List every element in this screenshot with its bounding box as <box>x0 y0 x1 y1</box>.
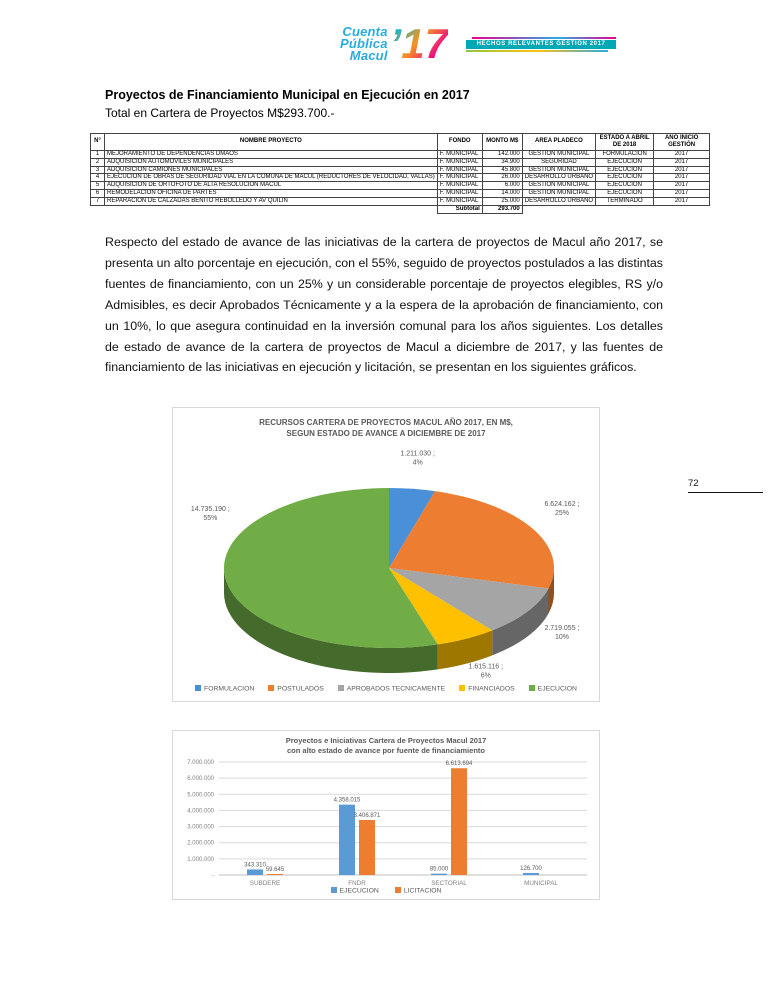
bar-licitacion-subdere <box>267 874 283 875</box>
table-cell: ADQUISICIÓN DE ORTOFOTO DE ALTA RESOLUCIÓN MACUL <box>105 182 438 190</box>
page-number <box>688 478 763 493</box>
table-cell: ADQUISICIÓN CAMIONES MUNICIPALES <box>105 166 438 174</box>
table-cell: 34.900 <box>482 158 522 166</box>
bar-data-label: 126.700 <box>520 865 542 872</box>
legend-item: FINANCIADOS <box>459 685 514 693</box>
bar-chart-plot <box>173 755 599 887</box>
table-header-col2: FONDO <box>437 134 482 151</box>
legend-item: EJECUCION <box>331 887 379 895</box>
section-subtitle: Total en Cartera de Proyectos M$293.700.- <box>105 106 335 120</box>
x-axis-category-label: SECTORIAL <box>431 880 467 887</box>
y-axis-tick-label: - <box>212 873 214 879</box>
table-cell: GESTIÓN MUNICIPAL <box>522 182 595 190</box>
table-cell: 6 <box>91 190 105 198</box>
table-row <box>91 174 710 182</box>
table-row <box>91 190 710 198</box>
bar-chart-title <box>173 736 599 756</box>
pie-data-label: 14.735.190 ; <box>190 506 230 514</box>
table-cell: EJECUCIÓN <box>596 166 654 174</box>
table-cell: 45.800 <box>482 166 522 174</box>
y-axis-tick-label: 3.000.000 <box>187 824 214 831</box>
pie-chart-legend <box>173 685 599 693</box>
table-cell: EJECUCIÓN <box>596 174 654 182</box>
pie-data-label: 1.615.116 ; <box>468 663 504 671</box>
logo-year-17: ’17 <box>389 20 449 67</box>
table-header-col1: NOMBRE PROYECTO <box>105 134 438 151</box>
table-cell: F. MUNICIPAL <box>437 190 482 198</box>
table-subtotal-row <box>91 206 710 214</box>
legend-swatch-icon <box>529 685 535 691</box>
table-cell: 2017 <box>654 174 710 182</box>
projects-table <box>90 133 710 214</box>
legend-item: LICITACION <box>395 887 442 895</box>
table-cell: F. MUNICIPAL <box>437 174 482 182</box>
logo-line-1: Cuenta <box>342 24 388 39</box>
bar-ejecucion-sectorial <box>431 874 447 875</box>
table-cell: DESARROLLO URBANO <box>522 174 595 182</box>
table-cell: 2017 <box>654 198 710 206</box>
logo-line-3: Macul <box>349 48 388 63</box>
bar-title-line2: con alto estado de avance por fuente de financiamiento <box>287 746 485 755</box>
table-cell: ADQUISICIÓN AUTOMÓVILES MUNICIPALES <box>105 158 438 166</box>
table-cell: 2017 <box>654 158 710 166</box>
bar-licitacion-fndr <box>359 820 375 875</box>
table-cell: EJECUCIÓN <box>596 182 654 190</box>
pie-chart-plot <box>173 450 599 678</box>
pie-data-label-pct: 4% <box>412 459 423 467</box>
legend-item: FORMULACION <box>195 685 254 693</box>
table-row <box>91 198 710 206</box>
logo-wordmark <box>340 26 388 62</box>
bar-ejecucion-fndr <box>339 805 355 875</box>
legend-swatch-icon <box>395 887 401 893</box>
table-cell: 4 <box>91 174 105 182</box>
legend-swatch-icon <box>338 685 344 691</box>
body-paragraph: Respecto del estado de avance de las iniciativas de la cartera de proyectos de Macul año 2017, se presenta un alto porcentaje en ejecución, con el 55%, seguido de proyectos postulados a las distintas fuentes de financiamiento, con un 25% y un considerable porcentaje de proyectos elegibles, RS y/o Admisibles, es decir Aprobados Técnicamente y a la espera de la aprobación de financiamiento, con un 10%, lo que asegura continuidad en la inversión comunal para los años siguientes. Los detalles de estado de avance de la cartera de proyectos de Macul a diciembre de 2017, y las fuentes de financiamiento de las iniciativas en ejecución y licitación, se presentan en los siguientes gráficos. <box>105 235 663 375</box>
table-cell: EJECUCIÓN DE OBRAS DE SEGURIDAD VIAL EN LA COMUNA DE MACUL (REDUCTORES DE VELOCIDAD, VALLAS) <box>105 174 438 182</box>
table-cell: F. MUNICIPAL <box>437 158 482 166</box>
bar-data-label: 6.613.694 <box>445 761 473 768</box>
table-cell: REPARACIÓN DE CALZADAS BENITO REBOLLEDO Y AV QUILIN <box>105 198 438 206</box>
bar-data-label: 3.406.871 <box>353 813 381 820</box>
pie-chart-box <box>172 407 600 702</box>
table-cell: TERMINADO <box>596 198 654 206</box>
bar-chart-box <box>172 730 600 900</box>
banner-stripe-top-icon <box>472 37 616 39</box>
table-row <box>91 150 710 158</box>
table-row <box>91 158 710 166</box>
pie-data-label-pct: 6% <box>480 672 491 678</box>
table-cell: 2017 <box>654 182 710 190</box>
bar-data-label: 4.358.015 <box>333 797 361 804</box>
bar-data-label: 85.000 <box>429 866 449 873</box>
bar-title-line1: Proyectos e Iniciativas Cartera de Proyectos Macul 2017 <box>285 736 487 745</box>
table-header-col3: MONTO M$ <box>482 134 522 151</box>
x-axis-category-label: MUNICIPAL <box>524 880 558 887</box>
banner-stripe-bottom-icon <box>466 50 608 52</box>
table-cell: 26.000 <box>482 174 522 182</box>
pie-data-label-pct: 55% <box>203 515 218 523</box>
subtotal-label: Subtotal <box>437 206 482 214</box>
pie-data-label: 2.719.055 ; <box>544 624 580 632</box>
table-cell: 5 <box>91 182 105 190</box>
legend-swatch-icon <box>268 685 274 691</box>
header-logo <box>340 18 670 70</box>
table-cell: REMODELACIÓN OFICINA DE PARTES <box>105 190 438 198</box>
section-title: Proyectos de Financiamiento Municipal en Ejecución en 2017 <box>105 88 470 102</box>
table-cell: MEJORAMIENTO DE DEPENDENCIAS DMAOS <box>105 150 438 158</box>
table-cell: FORMULACIÓN <box>596 150 654 158</box>
pie-data-label: 6.624.162 ; <box>544 501 580 509</box>
legend-swatch-icon <box>195 685 201 691</box>
x-axis-category-label: FNDR <box>348 880 366 887</box>
legend-item: APROBADOS TECNICAMENTE <box>338 685 445 693</box>
bar-data-label: 343.310 <box>244 862 266 869</box>
legend-swatch-icon <box>459 685 465 691</box>
table-cell: EJECUCIÓN <box>596 158 654 166</box>
table-cell: 3 <box>91 166 105 174</box>
table-cell: 2017 <box>654 150 710 158</box>
pie-title-line1: RECURSOS CARTERA DE PROYECTOS MACUL AÑO 2017, EN M$, <box>259 418 513 427</box>
y-axis-tick-label: 7.000.000 <box>187 760 214 766</box>
logo-line-2: Pública <box>340 36 388 51</box>
table-cell: 6.000 <box>482 182 522 190</box>
table-cell: 7 <box>91 198 105 206</box>
table-cell: GESTIÓN MUNICIPAL <box>522 150 595 158</box>
table-cell: GESTIÓN MUNICIPAL <box>522 190 595 198</box>
legend-swatch-icon <box>331 887 337 893</box>
bar-ejecucion-subdere <box>247 869 263 875</box>
pie-data-label-pct: 25% <box>554 510 569 518</box>
legend-item: EJECUCION <box>529 685 577 693</box>
y-axis-tick-label: 5.000.000 <box>187 792 214 799</box>
table-row <box>91 166 710 174</box>
table-cell: F. MUNICIPAL <box>437 166 482 174</box>
table-header-col0: N° <box>91 134 105 151</box>
pie-data-label-pct: 10% <box>554 633 569 641</box>
subtotal-value: 293.700 <box>482 206 522 214</box>
pie-title-line2: SEGUN ESTADO DE AVANCE A DICIEMBRE DE 2017 <box>286 429 486 438</box>
table-cell: 14.000 <box>482 190 522 198</box>
y-axis-tick-label: 6.000.000 <box>187 776 214 783</box>
pie-chart-title <box>173 417 599 439</box>
table-header-col4: AREA PLADECO <box>522 134 595 151</box>
x-axis-category-label: SUBDERE <box>249 880 281 887</box>
table-cell: 142.000 <box>482 150 522 158</box>
table-cell: 2 <box>91 158 105 166</box>
y-axis-tick-label: 2.000.000 <box>187 840 214 847</box>
bar-licitacion-sectorial <box>451 768 467 875</box>
table-cell-empty <box>522 206 709 214</box>
table-cell: 1 <box>91 150 105 158</box>
y-axis-tick-label: 4.000.000 <box>187 808 214 815</box>
header-banner <box>466 37 616 52</box>
table-cell: GESTIÓN MUNICIPAL <box>522 166 595 174</box>
bar-chart-legend <box>173 887 599 895</box>
table-cell: 2017 <box>654 166 710 174</box>
table-cell: SEGURIDAD <box>522 158 595 166</box>
table-header-col5: ESTADO A ABRIL DE 2018 <box>596 134 654 151</box>
bar-ejecucion-municipal <box>523 873 539 875</box>
table-cell-empty <box>91 206 438 214</box>
page-number-value: 72 <box>688 478 699 489</box>
y-axis-tick-label: 1.000.000 <box>187 856 214 863</box>
pie-data-label: 1.211.030 ; <box>400 450 435 458</box>
table-cell: F. MUNICIPAL <box>437 182 482 190</box>
bar-data-label: 59.645 <box>265 867 285 873</box>
table-row <box>91 182 710 190</box>
banner-text: HECHOS RELEVANTES GESTIÓN 2017 <box>466 40 616 49</box>
table-cell: 2017 <box>654 190 710 198</box>
table-cell: DESARROLLO URBANO <box>522 198 595 206</box>
table-cell: F. MUNICIPAL <box>437 198 482 206</box>
table-cell: EJECUCIÓN <box>596 190 654 198</box>
legend-item: POSTULADOS <box>268 685 323 693</box>
table-header-col6: AÑO INICIO GESTIÓN <box>654 134 710 151</box>
table-cell: 25.000 <box>482 198 522 206</box>
table-cell: F. MUNICIPAL <box>437 150 482 158</box>
